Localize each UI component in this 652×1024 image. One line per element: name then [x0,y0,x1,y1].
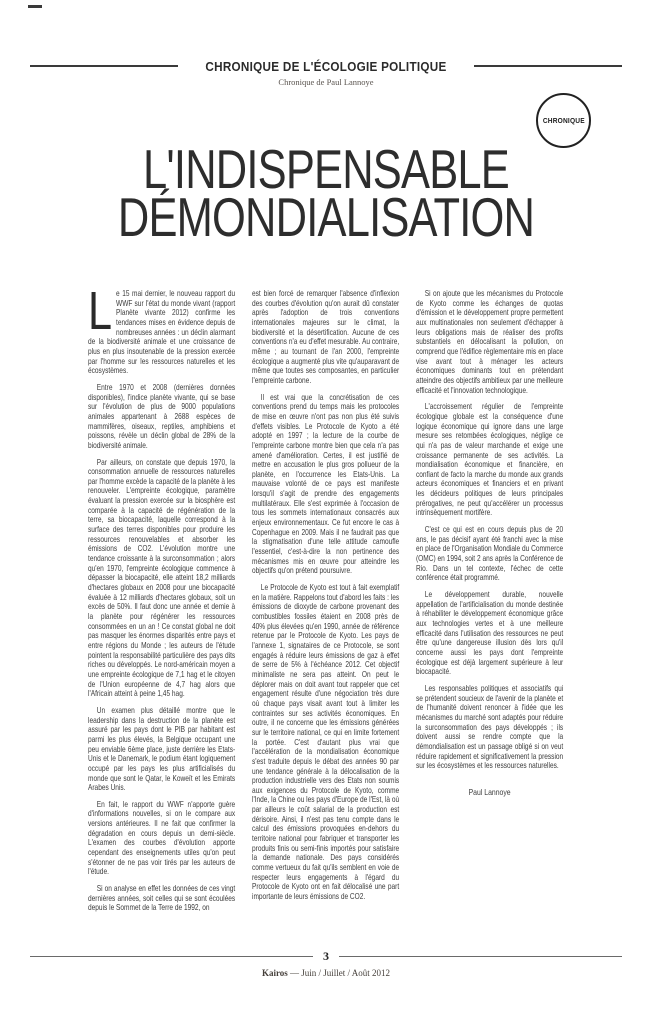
footer-rule-right [339,956,622,957]
footer [30,949,622,963]
section-byline: Chronique de Paul Lannoye [278,77,374,87]
column-1 [88,281,236,920]
article-body [88,281,564,920]
journal-date: — Juin / Juillet / Août 2012 [287,968,391,978]
paragraph: En fait, le rapport du WWF n'apporte guère d'informations nouvelles, si on le compare aux versions antérieures. Il ne fait que confirmer la dégradation en cours depuis un demi-siècle. L'examen des courbes d'évolution apporte cependant des enseignements utiles qu'on peut s'étonner de ne pas voir tirés par les auteurs de l'étude. [88,799,236,877]
column-3 [416,289,563,920]
title-line-2: DÉMONDIALISATION [117,186,535,248]
title-line-1: L'INDISPENSABLE [143,138,509,200]
paragraph: Si on ajoute que les mécanismes du Protocole de Kyoto comme les échanges de quotas d'émission et le développement propre permettent aux multinationales non seulement d'échapper à leurs obligations mais de réaliser des profits substantiels en délocalisant la pollution, on comprend que l'édifice règlementaire mis en place vise avant tout à ménager les acteurs économiques dominants tout en prétendant atteindre des objectifs ambitieux par une meilleure efficacité et l'innovation technologique. [416,289,564,395]
journal-name: Kairos [261,968,288,978]
paragraph: Si on analyse en effet les données de ces vingt dernières années, soit celles qui se sont écoulées depuis le Sommet de la Terre de 1992, on [88,884,236,913]
page-number: 3 [323,948,329,963]
footer-rule-left [30,956,313,957]
paragraph: Entre 1970 et 2008 (dernières données disponibles), l'indice planète vivante, qui se base sur l'évolution de plus de 9000 populations animales appartenant à 2688 espèces de mammifères, oiseaux, reptiles, amphibiens et poissons, révèle un déclin global de 28% de la biodiversité animale. [88,382,236,450]
paragraph: Il est vrai que la concrétisation de ces conventions prend du temps mais les protocoles de mise en œuvre n'ont pas non plus été suivis d'effets visibles. Le Protocole de Kyoto a été adopté en 1997 ; la lecture de la courbe de l'empreinte carbone montre bien que cela n'a pas amené d'amélioration. Certes, il est justifié de mettre en accusation le plus gros pollueur de la planète, en l'occurrence les Etats-Unis. La mauvaise volonté de ce pays est manifeste lorsqu'il s'agit de prendre des engagements multilatéraux. Elle s'est exprimée à l'occasion de tous les sommets internationaux consacrés aux enjeux environnementaux. Ce fut encore le cas à Copenhague en 2009. Mais il ne faudrait pas que la stigmatisation d'une telle attitude camoufle l'essentiel, c'est-à-dire la non pertinence des mécanismes mis en œuvre pour atteindre les objectifs qu'on prétend poursuivre. [252,392,400,576]
paragraph: L'accroissement régulier de l'empreinte écologique globale est la conséquence d'une logique économique qui ignore dans une large mesure ses retombées écologiques, néglige ce qui n'a pas de valeur marchande et exige une croissance permanente de ses activités. La mondialisation économique et financière, en confiant de facto la marche du monde aux grands acteurs économiques et financiers et en privant les décideurs politiques de leurs principales prérogatives, ne peut qu'accélérer un processus intrinsèquement mortifère. [416,402,564,518]
paragraph: Par ailleurs, on constate que depuis 1970, la consommation annuelle de ressources naturelles par l'homme excède la capacité de la planète à les renouveler. L'empreinte écologique, paramètre évaluant la pression exercée sur la biosphère est comparée à la capacité de régénération de la terre, sa biocapacité, laquelle correspond à la surface des terres disponibles pour produire les ressources renouvelables et absorber les émissions de CO2. L'évolution montre une tendance croissante à la surconsommation ; alors qu'en 1970, l'empreinte écologique commence à dépasser la biocapacité, elle atteint 18,2 milliards d'hectares globaux en 2008 pour une biocapacité évaluée à 12 milliards d'hectares globaux, soit un excès de 50%. Il faut donc une année et demie à la planète pour régénérer les ressources consommées en un an ! Ce constat global ne doit pas masquer les énormes disparités entre pays et entre régions du Monde ; les auteurs de l'étude pointent la responsabilité particulière des pays dits riches ou développés. Le nord-américain moyen a une empreinte écologique de 7,1 hag et le citoyen de l'Union européenne de 4,7 hag alors que l'Africain atteint à peine 1,45 hag. [88,457,236,699]
author-signature: Paul Lannoye [468,786,511,797]
chronique-badge [536,93,591,148]
header-rule-right [474,65,622,67]
paragraph: C'est ce qui est en cours depuis plus de 20 ans, le pas décisif ayant été franchi avec la mise en place de l'Organisation Mondiale du Commerce (OMC) en 1994, soit 2 ans après la Conférence de Rio. Dans un tel contexte, l'échec de cette conférence était programmé. [416,525,564,583]
column-2 [252,289,399,920]
paragraph: Les responsables politiques et associatifs qui se prétendent soucieux de l'avenir de la planète et de l'humanité doivent renoncer à l'idée que les mécanismes du marché sont adaptés pour réduire la surconsommation des pays développés ; ils doivent aussi se rendre compte que la démondialisation est un passage obligé si on veut réduire rapidement et significativement la pression sur les écosystèmes et les ressources naturelles. [416,683,564,771]
paragraph: Le développement durable, nouvelle appellation de l'artificialisation du monde destinée à réhabiliter le développement économique grâce aux technologies vertes et à une meilleure efficacité dans l'utilisation des ressources ne peut être qu'une dangereuse illusion dès lors qu'il concerne aussi les pays dont l'empreinte écologique est déjà largement supérieure à leur biocapacité. [416,590,564,677]
journal-credit [0,968,652,978]
drop-cap: L [88,281,113,341]
header-rule-left [30,65,178,67]
badge-label: CHRONIQUE [542,116,585,125]
paragraph [88,281,236,376]
article-title [68,138,583,248]
section-kicker: CHRONIQUE DE L'ÉCOLOGIE POLITIQUE [205,58,447,74]
paragraph-text: e 15 mai dernier, le nouveau rapport du WWF sur l'état du monde vivant (rapport Planète vivante 2012) confirme les tendances mises en évidence depuis de nombreuses années : un déclin alarmant de la biodiversité animale et une croissance de plus en plus insoutenable de la pression exercée par l'homme sur les ressources naturelles et les écosystèmes. [88,289,236,376]
paragraph: est bien forcé de remarquer l'absence d'inflexion des courbes d'évolution qu'on aurait dû constater après l'adoption de trois conventions internationales majeures sur le climat, la biodiversité et la désertification. Aucune de ces conventions n'a eu d'effet mesurable. Au contraire, même ; au tournant de l'an 2000, l'empreinte écologique a augmenté plus vite qu'auparavant de même que toutes ses composantes, en particulier l'empreinte carbone. [252,289,400,385]
paragraph: Le Protocole de Kyoto est tout à fait exemplatif en la matière. Rappelons tout d'abord les faits : les émissions de dioxyde de carbone provenant des combustibles fossiles étaient en 2008 près de 40% plus élevées qu'en 1990, année de référence retenue par le Protocole de Kyoto. Les pays de l'annexe 1, signataires de ce Protocole, se sont engagés à réduire leurs émissions de gaz à effet de serre de 5% à l'échéance 2012. Cet objectif minimaliste ne sera pas atteint. On peut le déplorer mais on doit avant tout rappeler que cet engagement résulte d'une négociation très dure où chaque pays visait avant tout à limiter les contraintes sur ses activités économiques. En outre, il ne concerne que les émissions générées sur le territoire national, ce qui en limite fortement la portée. C'est d'autant plus vrai que l'accélération de la mondialisation économique s'est traduite depuis le débat des années 90 par une tendance générale à la délocalisation de la production industrielle vers des Etats non soumis aux exigences du Protocole de Kyoto, comme l'Inde, la Chine ou les pays d'Europe de l'Est, là où par ailleurs le coût salarial de la production est dérisoire. Ainsi, il n'est pas tenu compte dans le calcul des émissions provoquées en-dehors du territoire national pour fabriquer et transporter les produits finis ou semi-finis importés pour satisfaire la demande nationale. Des pays considérés comme vertueux du fait qu'ils semblent en voie de respecter leurs engagements à l'égard du Protocole de Kyoto ont en fait délocalisé une part importante de leurs émissions de CO2. [252,583,400,902]
paragraph: Un examen plus détaillé montre que le leadership dans la destruction de la planète est assuré par les pays dont le PIB par habitant est parmi les plus élevés, la Belgique occupant une peu enviable 6ème place, juste derrière les Etats-Unis et le Danemark, le podium étant logiquement occupé par les pays les plus artificialisés du monde que sont le Qatar, le Koweït et les Emirats Arabes Unis. [88,705,236,793]
section-header [30,59,622,73]
crop-mark [28,5,42,8]
